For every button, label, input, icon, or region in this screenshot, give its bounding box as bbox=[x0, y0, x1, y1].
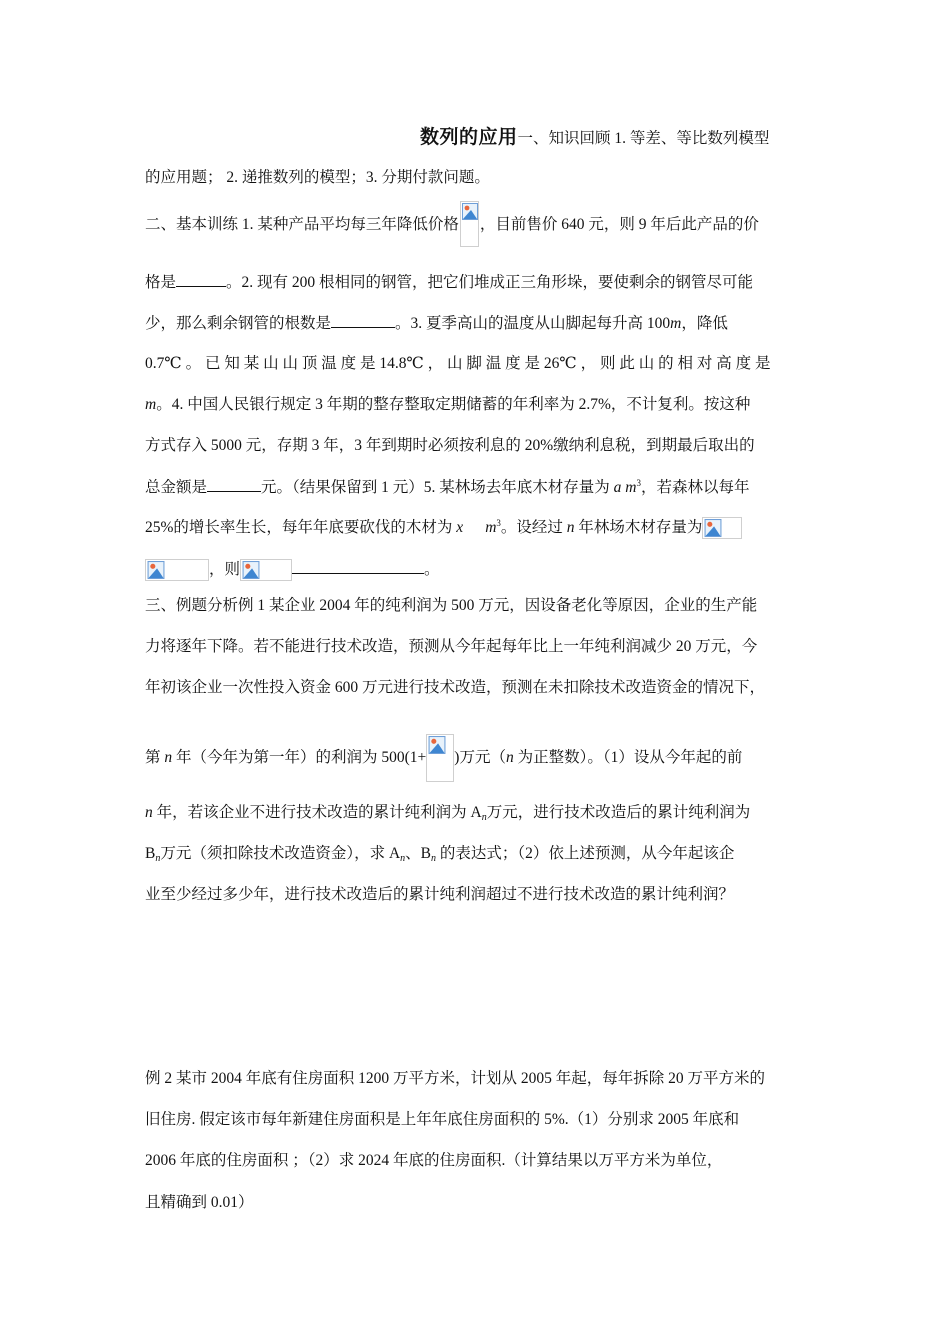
text: 年初该企业一次性投入资金 600 万元进行技术改造，预测在未扣除技术改造资金的情况下， bbox=[145, 679, 766, 696]
text: 且精确到 0.01） bbox=[145, 1194, 254, 1211]
text: 年林场木材存量为 bbox=[574, 519, 703, 536]
text-line-8 bbox=[145, 436, 755, 456]
superscript: 3 bbox=[636, 478, 641, 488]
text: 。 bbox=[424, 561, 440, 578]
text-line-2 bbox=[145, 168, 490, 188]
text: ，若森林以每年 bbox=[640, 479, 750, 496]
text-line-17 bbox=[145, 844, 734, 864]
text-line-5 bbox=[145, 313, 728, 334]
text-line-21 bbox=[145, 1151, 722, 1171]
text: 万元（须扣除技术改造资金），求 A bbox=[160, 845, 401, 862]
text: 方式存入 5000 元，存期 3 年，3 年到期时必须按利息的 20%缴纳利息税，到期最后取出的 bbox=[145, 437, 755, 454]
text: 三、例题分析例 1 某企业 2004 年的纯利润为 500 万元，因设备老化等原因，企业的生产能 bbox=[145, 597, 758, 614]
formula-image-icon bbox=[702, 517, 742, 539]
subscript: n bbox=[481, 812, 487, 823]
variable: n bbox=[145, 804, 153, 821]
formula-image-icon bbox=[145, 559, 209, 581]
text: 为正整数）。（1）设从今年起的前 bbox=[513, 749, 743, 766]
text: 0.7℃ 。 已 知 某 山 山 顶 温 度 是 14.8℃ ， 山 脚 温 度 是 26℃ ， 则 此 山 的 相 对 高 度 是 bbox=[145, 355, 771, 372]
text: 例 2 某市 2004 年底有住房面积 1200 万平方米，计划从 2005 年起，每年拆除 20 万平方米的 bbox=[145, 1070, 766, 1087]
title-line bbox=[420, 127, 769, 149]
text-line-9 bbox=[145, 477, 750, 498]
text: )万元（ bbox=[454, 749, 506, 766]
text-line-11 bbox=[145, 559, 440, 580]
text-line-13 bbox=[145, 637, 757, 657]
variable: n bbox=[566, 519, 575, 536]
text-line-18 bbox=[145, 885, 734, 905]
superscript: 3 bbox=[496, 518, 501, 528]
text: 。4. 中国人民银行规定 3 年期的整存整取定期储蓄的年利率为 2.7%，不计复利。按这种 bbox=[156, 396, 751, 413]
subscript: n bbox=[155, 853, 161, 864]
formula-image-icon bbox=[240, 559, 292, 581]
text: ，目前售价 640 元，则 9 年后此产品的价 bbox=[479, 216, 759, 233]
text: 格是 bbox=[145, 274, 177, 291]
text-line-3 bbox=[145, 215, 759, 235]
text: 万元，进行技术改造后的累计纯利润为 bbox=[486, 804, 751, 821]
text: 。设经过 bbox=[500, 519, 567, 536]
text: ，则 bbox=[209, 561, 241, 578]
text-line-7 bbox=[145, 395, 750, 415]
text: 元。（结果保留到 1 元）5. 某林场去年底木材存量为 bbox=[261, 479, 614, 496]
formula-image-icon bbox=[426, 734, 454, 782]
formula-image-icon bbox=[460, 201, 479, 247]
unit: m bbox=[670, 315, 682, 332]
text-line-12 bbox=[145, 596, 757, 616]
text-line-4 bbox=[145, 272, 753, 293]
text: 少，那么剩余钢管的根数是 bbox=[145, 315, 332, 332]
text: 。3. 夏季高山的温度从山脚起每升高 100 bbox=[395, 315, 671, 332]
text: 的应用题； 2. 递推数列的模型；3. 分期付款问题。 bbox=[145, 169, 490, 186]
text: B bbox=[145, 845, 156, 862]
answer-blank bbox=[207, 477, 261, 492]
text: 二、基本训练 1. 某种产品平均每三年降低价格 bbox=[145, 216, 459, 233]
answer-blank bbox=[331, 313, 395, 328]
text: 一、知识回顾 1. 等差、等比数列模型 bbox=[517, 130, 770, 147]
document-title: 数列的应用 bbox=[420, 126, 518, 148]
text: 。2. 现有 200 根相同的钢管，把它们堆成正三角形垛，要使剩余的钢管尽可能 bbox=[226, 274, 754, 291]
variable: a bbox=[613, 479, 622, 496]
answer-blank bbox=[292, 559, 424, 574]
text-line-22 bbox=[145, 1193, 254, 1213]
text-line-19 bbox=[145, 1069, 765, 1089]
variable: n bbox=[505, 749, 514, 766]
text-line-16 bbox=[145, 803, 750, 823]
text-line-20 bbox=[145, 1110, 739, 1130]
variable: x bbox=[456, 519, 464, 536]
text: ，降低 bbox=[681, 315, 728, 332]
text-line-15 bbox=[145, 748, 742, 768]
text: 的表达式；（2）依上述预测，从今年起该企 bbox=[436, 845, 735, 862]
text-line-14 bbox=[145, 678, 765, 698]
text: 25%的增长率生长，每年年底要砍伐的木材为 bbox=[145, 519, 457, 536]
variable: n bbox=[164, 749, 173, 766]
text: 第 bbox=[145, 749, 165, 766]
text: 总金额是 bbox=[145, 479, 208, 496]
subscript: n bbox=[400, 853, 406, 864]
text: 年，若该企业不进行技术改造的累计纯利润为 A bbox=[152, 804, 482, 821]
text-line-10 bbox=[145, 518, 742, 538]
text: 2006 年底的住房面积 ；（2）求 2024 年底的住房面积.（计算结果以万平方米为单位， bbox=[145, 1152, 723, 1169]
unit: m bbox=[621, 479, 637, 496]
text: 业至少经过多少年，进行技术改造后的累计纯利润超过不进行技术改造的累计纯利润？ bbox=[145, 886, 735, 903]
unit: m bbox=[145, 396, 157, 413]
unit: m bbox=[485, 519, 497, 536]
text: 年（今年为第一年）的利润为 500(1+ bbox=[172, 749, 427, 766]
text: 旧住房. 假定该市每年新建住房面积是上年年底住房面积的 5%.（1）分别求 2005 年底和 bbox=[145, 1111, 740, 1128]
text: 力将逐年下降。若不能进行技术改造，预测从今年起每年比上一年纯利润减少 20 万元，今 bbox=[145, 638, 758, 655]
subscript: n bbox=[431, 853, 437, 864]
text-line-6 bbox=[145, 354, 771, 374]
answer-blank bbox=[176, 272, 226, 287]
text: 、B bbox=[405, 845, 432, 862]
